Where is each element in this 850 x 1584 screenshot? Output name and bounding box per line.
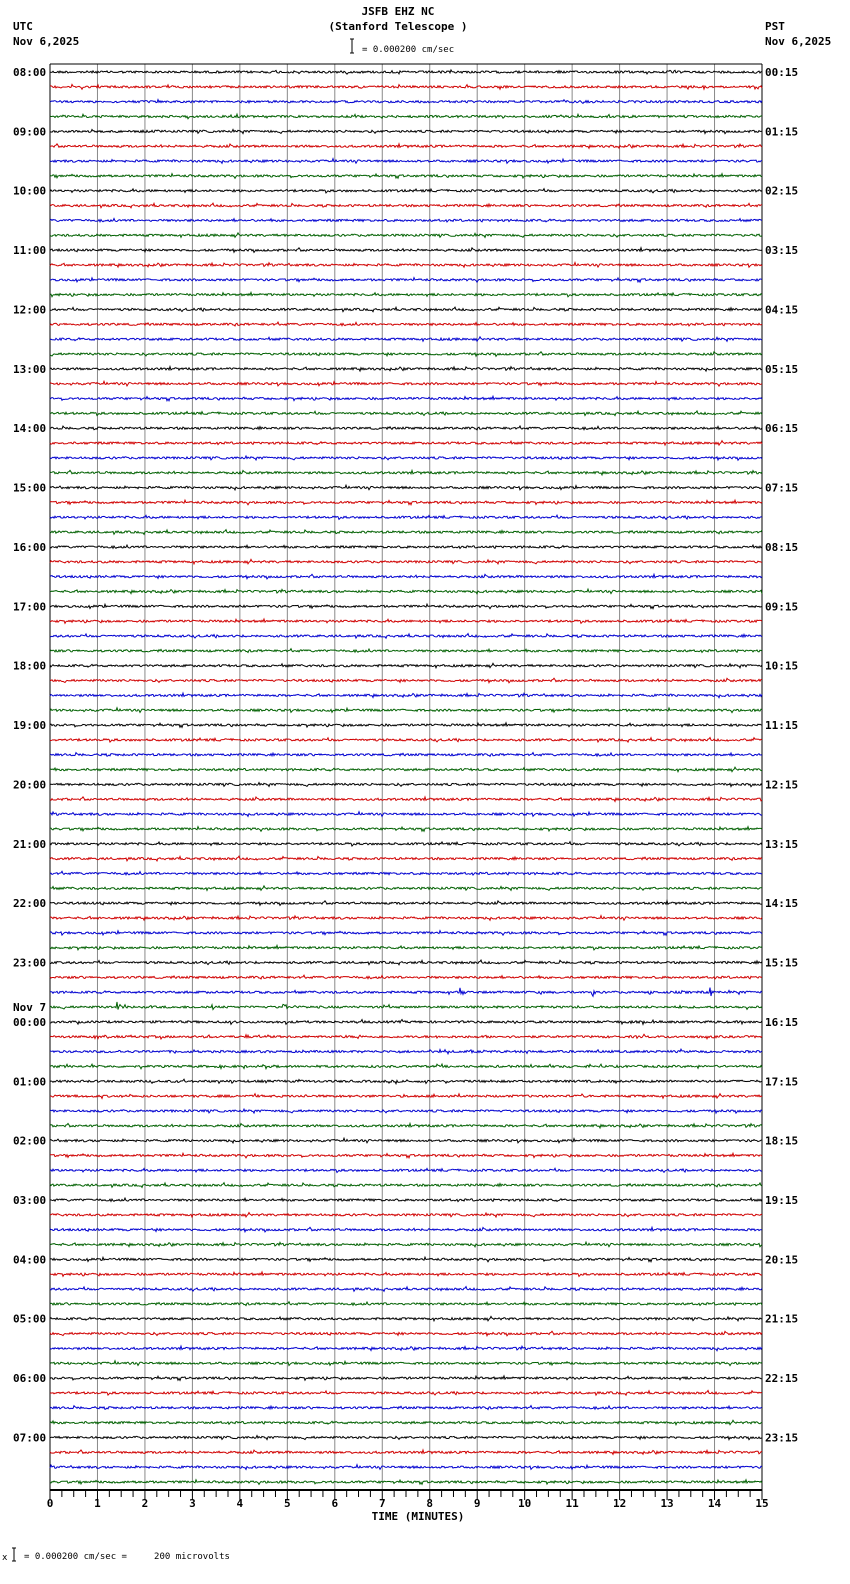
trace-line xyxy=(50,1346,762,1351)
utc-hour-label: 09:00 xyxy=(13,125,47,139)
pst-hour-label: 17:15 xyxy=(765,1075,799,1089)
x-axis-label: TIME (MINUTES) xyxy=(371,1510,465,1523)
x-tick-label: 15 xyxy=(755,1497,769,1510)
utc-hour-label: 14:00 xyxy=(13,422,47,436)
pst-hour-label: 07:15 xyxy=(765,481,799,495)
left-date: Nov 6,2025 xyxy=(13,35,80,48)
trace-line xyxy=(50,278,762,283)
trace-line xyxy=(50,1168,762,1172)
utc-hour-label: 22:00 xyxy=(13,897,47,911)
pst-hour-label: 20:15 xyxy=(765,1253,799,1267)
trace-line xyxy=(50,649,762,653)
trace-line xyxy=(50,337,762,342)
pst-hour-label: 19:15 xyxy=(765,1194,799,1207)
utc-hour-label: 21:00 xyxy=(13,837,47,851)
trace-line xyxy=(50,856,762,861)
scale-text: = 0.000200 cm/sec xyxy=(362,45,455,55)
x-tick-label: 5 xyxy=(284,1497,291,1510)
trace-line xyxy=(50,1002,762,1010)
x-axis xyxy=(47,1490,769,1510)
x-tick-label: 10 xyxy=(518,1497,532,1510)
utc-hour-label: 07:00 xyxy=(13,1431,47,1445)
trace-line xyxy=(50,916,762,921)
trace-line xyxy=(50,1436,762,1440)
x-tick-label: 1 xyxy=(94,1497,101,1510)
trace-line xyxy=(50,619,762,623)
trace-line xyxy=(50,1198,762,1202)
trace-line xyxy=(50,1020,762,1025)
trace-line xyxy=(50,426,762,430)
utc-hour-label: 12:00 xyxy=(13,303,47,317)
trace-line xyxy=(50,723,762,728)
utc-hour-label: 02:00 xyxy=(13,1134,47,1148)
x-tick-label: 12 xyxy=(612,1497,627,1510)
trace-line xyxy=(50,634,762,639)
right-date: Nov 6,2025 xyxy=(765,35,832,48)
utc-hour-label: 20:00 xyxy=(13,778,47,792)
date-change-label: Nov 7 xyxy=(13,1000,47,1014)
trace-line xyxy=(50,1302,762,1306)
trace-line xyxy=(50,1094,762,1099)
left-timezone: UTC xyxy=(13,20,33,33)
pst-hour-label: 06:15 xyxy=(765,422,799,436)
pst-hour-label: 04:15 xyxy=(765,303,799,317)
trace-line xyxy=(50,946,762,950)
trace-line xyxy=(50,975,762,979)
trace-line xyxy=(50,263,762,268)
utc-hour-label: 23:00 xyxy=(13,956,47,970)
trace-line xyxy=(50,1227,762,1232)
x-tick-label: 0 xyxy=(46,1497,54,1510)
trace-line xyxy=(50,1064,762,1069)
x-tick-label: 3 xyxy=(189,1497,196,1510)
trace-line xyxy=(50,1316,762,1320)
utc-hour-label: 18:00 xyxy=(13,659,47,673)
trace-line xyxy=(50,292,762,296)
pst-hour-label: 08:15 xyxy=(765,540,799,554)
trace-line xyxy=(50,1153,762,1158)
utc-hour-label: 10:00 xyxy=(13,184,47,198)
trace-line xyxy=(50,189,762,193)
trace-line xyxy=(50,1287,762,1292)
scale-bar-icon xyxy=(350,39,354,53)
trace-line xyxy=(50,783,762,787)
trace-line xyxy=(50,130,762,134)
trace-line xyxy=(50,589,762,594)
right-timezone: PST xyxy=(765,20,785,33)
minute-grid xyxy=(50,64,762,1490)
pst-hour-label: 13:15 xyxy=(765,837,799,851)
x-tick-label: 2 xyxy=(141,1497,149,1510)
trace-line xyxy=(50,485,762,490)
trace-line xyxy=(50,842,762,846)
trace-line xyxy=(50,1034,762,1039)
trace-line xyxy=(50,604,762,609)
trace-line xyxy=(50,1213,762,1218)
utc-hour-label: 17:00 xyxy=(13,600,47,614)
utc-hour-label: 04:00 xyxy=(13,1253,47,1267)
trace-line xyxy=(50,663,762,668)
trace-line xyxy=(50,574,762,579)
utc-hour-label: 19:00 xyxy=(13,719,47,733)
utc-hour-label: 05:00 xyxy=(13,1312,47,1326)
trace-line xyxy=(50,367,762,372)
x-tick-label: 9 xyxy=(473,1497,481,1510)
trace-line xyxy=(50,144,762,148)
trace-line xyxy=(50,1242,762,1247)
utc-hour-label: 13:00 xyxy=(13,362,47,376)
trace-line xyxy=(50,901,762,906)
trace-line xyxy=(50,753,762,757)
trace-line xyxy=(50,1391,762,1396)
trace-line xyxy=(50,559,762,564)
trace-line xyxy=(50,1406,762,1410)
trace-line xyxy=(50,1420,762,1424)
trace-line xyxy=(50,84,762,89)
trace-line xyxy=(50,545,762,548)
trace-line xyxy=(50,456,762,460)
pst-hour-label: 01:15 xyxy=(765,125,799,139)
utc-hour-label: 06:00 xyxy=(13,1372,47,1386)
utc-hour-label: 00:00 xyxy=(13,1015,47,1029)
trace-line xyxy=(50,1450,762,1454)
trace-line xyxy=(50,1124,762,1128)
trace-line xyxy=(50,988,762,997)
utc-hour-label: 08:00 xyxy=(13,66,47,79)
trace-line xyxy=(50,203,762,208)
utc-hour-label: 16:00 xyxy=(13,540,47,554)
pst-hour-label: 18:15 xyxy=(765,1134,799,1148)
pst-hour-label: 00:15 xyxy=(765,66,799,79)
trace-line xyxy=(50,411,762,416)
trace-line xyxy=(50,693,762,698)
trace-line xyxy=(50,114,762,119)
footer-scale-bar-icon xyxy=(12,1548,16,1561)
trace-line xyxy=(50,248,762,253)
station-title: JSFB EHZ NC xyxy=(361,5,435,18)
trace-line xyxy=(50,174,762,179)
trace-line xyxy=(50,931,762,936)
x-tick-label: 6 xyxy=(331,1497,339,1510)
trace-line xyxy=(50,322,762,326)
x-tick-label: 14 xyxy=(707,1497,722,1510)
pst-hour-label: 11:15 xyxy=(765,719,799,733)
trace-line xyxy=(50,500,762,505)
utc-hour-label: 11:00 xyxy=(13,244,47,258)
trace-line xyxy=(50,1257,762,1262)
x-tick-label: 13 xyxy=(660,1497,674,1510)
trace-line xyxy=(50,738,762,743)
trace-line xyxy=(50,1331,762,1336)
trace-line xyxy=(50,1376,762,1381)
station-subtitle: (Stanford Telescope ) xyxy=(328,20,468,33)
footer-scale-prefix: x xyxy=(2,1553,8,1563)
trace-line xyxy=(50,1049,762,1054)
trace-line xyxy=(50,381,762,386)
pst-hour-label: 14:15 xyxy=(765,897,799,911)
trace-line xyxy=(50,960,762,965)
pst-hour-label: 22:15 xyxy=(765,1372,799,1386)
pst-hour-label: 15:15 xyxy=(765,956,799,970)
trace-line xyxy=(50,515,762,519)
trace-line xyxy=(50,797,762,802)
pst-hour-label: 23:15 xyxy=(765,1431,799,1445)
seismic-traces xyxy=(50,70,762,1485)
trace-line xyxy=(50,352,762,357)
trace-line xyxy=(50,767,762,772)
trace-line xyxy=(50,441,762,445)
utc-hour-label: 03:00 xyxy=(13,1194,47,1207)
trace-line xyxy=(50,159,762,164)
trace-line xyxy=(50,70,762,74)
trace-line xyxy=(50,100,762,104)
x-tick-label: 7 xyxy=(378,1497,386,1510)
trace-line xyxy=(50,1480,762,1485)
x-tick-label: 11 xyxy=(565,1497,579,1510)
pst-hour-label: 12:15 xyxy=(765,778,799,792)
pst-hour-label: 05:15 xyxy=(765,362,799,376)
trace-line xyxy=(50,1465,762,1470)
trace-line xyxy=(50,827,762,832)
trace-line xyxy=(50,219,762,223)
pst-hour-label: 09:15 xyxy=(765,600,799,614)
pst-hour-label: 02:15 xyxy=(765,184,799,198)
trace-line xyxy=(50,812,762,817)
trace-line xyxy=(50,1109,762,1113)
pst-hour-label: 03:15 xyxy=(765,244,799,258)
trace-line xyxy=(50,871,762,875)
trace-line xyxy=(50,708,762,713)
trace-line xyxy=(50,396,762,401)
footer-scale-text: = 0.000200 cm/sec = 200 microvolts xyxy=(24,1552,230,1562)
x-tick-label: 4 xyxy=(236,1497,244,1510)
trace-line xyxy=(50,1138,762,1143)
trace-line xyxy=(50,1079,762,1084)
pst-hour-label: 16:15 xyxy=(765,1015,799,1029)
trace-line xyxy=(50,470,762,475)
trace-line xyxy=(50,233,762,238)
trace-line xyxy=(50,886,762,891)
trace-line xyxy=(50,1183,762,1188)
utc-hour-label: 15:00 xyxy=(13,481,47,495)
pst-hour-label: 10:15 xyxy=(765,659,799,673)
utc-hour-label: 01:00 xyxy=(13,1075,47,1089)
x-tick-label: 8 xyxy=(426,1497,434,1510)
trace-line xyxy=(50,530,762,535)
trace-line xyxy=(50,307,762,312)
trace-line xyxy=(50,1361,762,1366)
trace-line xyxy=(50,1272,762,1276)
pst-hour-label: 21:15 xyxy=(765,1312,799,1326)
trace-line xyxy=(50,678,762,683)
